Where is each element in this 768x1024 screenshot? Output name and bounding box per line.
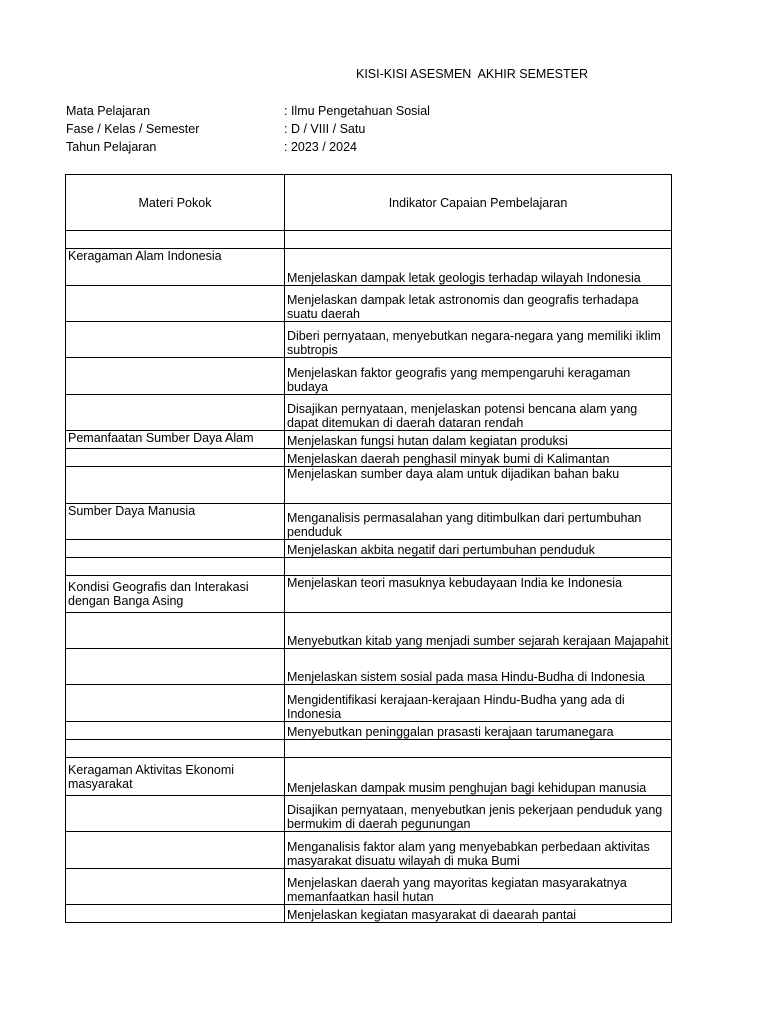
info-block [66, 104, 666, 158]
indikator-cell: Menjelaskan fungsi hutan dalam kegiatan produksi [285, 431, 672, 449]
table-row [66, 504, 672, 540]
table-row [66, 540, 672, 558]
indikator-cell: Disajikan pernyataan, menjelaskan potensi bencana alam yang dapat ditemukan di daerah dataran rendah [285, 395, 672, 431]
info-value: : D / VIII / Satu [284, 122, 366, 136]
materi-cell [66, 449, 285, 467]
indikator-cell: Menjelaskan dampak musim penghujan bagi kehidupan manusia [285, 758, 672, 796]
table-row [66, 249, 672, 286]
indikator-cell: Menjelaskan dampak letak astronomis dan geografis terhadapa suatu daerah [285, 286, 672, 322]
table-row [66, 869, 672, 905]
materi-cell [66, 558, 285, 576]
table-row [66, 467, 672, 504]
table-row [66, 758, 672, 796]
materi-cell [66, 869, 285, 905]
indikator-cell: Menjelaskan faktor geografis yang mempengaruhi keragaman budaya [285, 358, 672, 395]
materi-cell [66, 905, 285, 923]
materi-cell [66, 613, 285, 649]
kisi-kisi-table [65, 174, 672, 923]
indikator-cell: Menganalisis faktor alam yang menyebabkan perbedaan aktivitas masyarakat disuatu wilayah di muka Bumi [285, 832, 672, 869]
info-value: : Ilmu Pengetahuan Sosial [284, 104, 430, 118]
indikator-cell: Menganalisis permasalahan yang ditimbulkan dari pertumbuhan penduduk [285, 504, 672, 540]
info-row-phase [66, 122, 666, 140]
materi-cell: Keragaman Alam Indonesia [66, 249, 285, 286]
table-row [66, 576, 672, 613]
indikator-cell: Menjelaskan dampak letak geologis terhadap wilayah Indonesia [285, 249, 672, 286]
table-row [66, 558, 672, 576]
indikator-cell: Menyebutkan peninggalan prasasti kerajaan tarumanegara [285, 722, 672, 740]
info-row-subject [66, 104, 666, 122]
column-header-indikator: Indikator Capaian Pembelajaran [285, 175, 672, 231]
table-row [66, 358, 672, 395]
table-row [66, 740, 672, 758]
indikator-cell: Menjelaskan kegiatan masyarakat di daearah pantai [285, 905, 672, 923]
indikator-cell: Menjelaskan sumber daya alam untuk dijadikan bahan baku [285, 467, 672, 504]
materi-cell [66, 286, 285, 322]
materi-cell [66, 322, 285, 358]
table-row [66, 796, 672, 832]
info-label: Fase / Kelas / Semester [66, 122, 200, 136]
table-row [66, 431, 672, 449]
table-row [66, 322, 672, 358]
indikator-cell [285, 740, 672, 758]
indikator-cell: Menjelaskan sistem sosial pada masa Hindu-Budha di Indonesia [285, 649, 672, 685]
table-row [66, 832, 672, 869]
materi-cell [66, 467, 285, 504]
materi-cell [66, 540, 285, 558]
table-row [66, 722, 672, 740]
indikator-cell: Menyebutkan kitab yang menjadi sumber sejarah kerajaan Majapahit [285, 613, 672, 649]
column-header-materi: Materi Pokok [66, 175, 285, 231]
materi-cell [66, 740, 285, 758]
indikator-cell: Disajikan pernyataan, menyebutkan jenis pekerjaan penduduk yang bermukim di daerah pegunungan [285, 796, 672, 832]
table-row [66, 649, 672, 685]
table-row [66, 286, 672, 322]
materi-cell [66, 832, 285, 869]
materi-cell [66, 685, 285, 722]
indikator-cell: Menjelaskan akbita negatif dari pertumbuhan penduduk [285, 540, 672, 558]
materi-cell [66, 358, 285, 395]
materi-cell [66, 796, 285, 832]
materi-cell [66, 231, 285, 249]
table-row [66, 613, 672, 649]
table-row [66, 395, 672, 431]
indikator-cell: Menjelaskan daerah yang mayoritas kegiatan masyarakatnya memanfaatkan hasil hutan [285, 869, 672, 905]
table-header-row [66, 175, 672, 231]
table-row [66, 231, 672, 249]
materi-cell: Kondisi Geografis dan Interakasi dengan Banga Asing [66, 576, 285, 613]
info-value: : 2023 / 2024 [284, 140, 357, 154]
indikator-cell: Diberi pernyataan, menyebutkan negara-negara yang memiliki iklim subtropis [285, 322, 672, 358]
info-label: Mata Pelajaran [66, 104, 151, 118]
materi-cell: Keragaman Aktivitas Ekonomi masyarakat [66, 758, 285, 796]
table-row [66, 905, 672, 923]
table-row [66, 685, 672, 722]
indikator-cell: Menjelaskan teori masuknya kebudayaan India ke Indonesia [285, 576, 672, 613]
materi-cell [66, 395, 285, 431]
indikator-cell [285, 231, 672, 249]
info-row-year [66, 140, 666, 158]
document-title: KISI-KISI ASESMEN AKHIR SEMESTER [356, 67, 589, 81]
info-label: Tahun Pelajaran [66, 140, 157, 154]
materi-cell: Sumber Daya Manusia [66, 504, 285, 540]
table-row [66, 449, 672, 467]
materi-cell [66, 722, 285, 740]
indikator-cell: Menjelaskan daerah penghasil minyak bumi di Kalimantan [285, 449, 672, 467]
materi-cell: Pemanfaatan Sumber Daya Alam [66, 431, 285, 449]
materi-cell [66, 649, 285, 685]
indikator-cell: Mengidentifikasi kerajaan-kerajaan Hindu-Budha yang ada di Indonesia [285, 685, 672, 722]
indikator-cell [285, 558, 672, 576]
